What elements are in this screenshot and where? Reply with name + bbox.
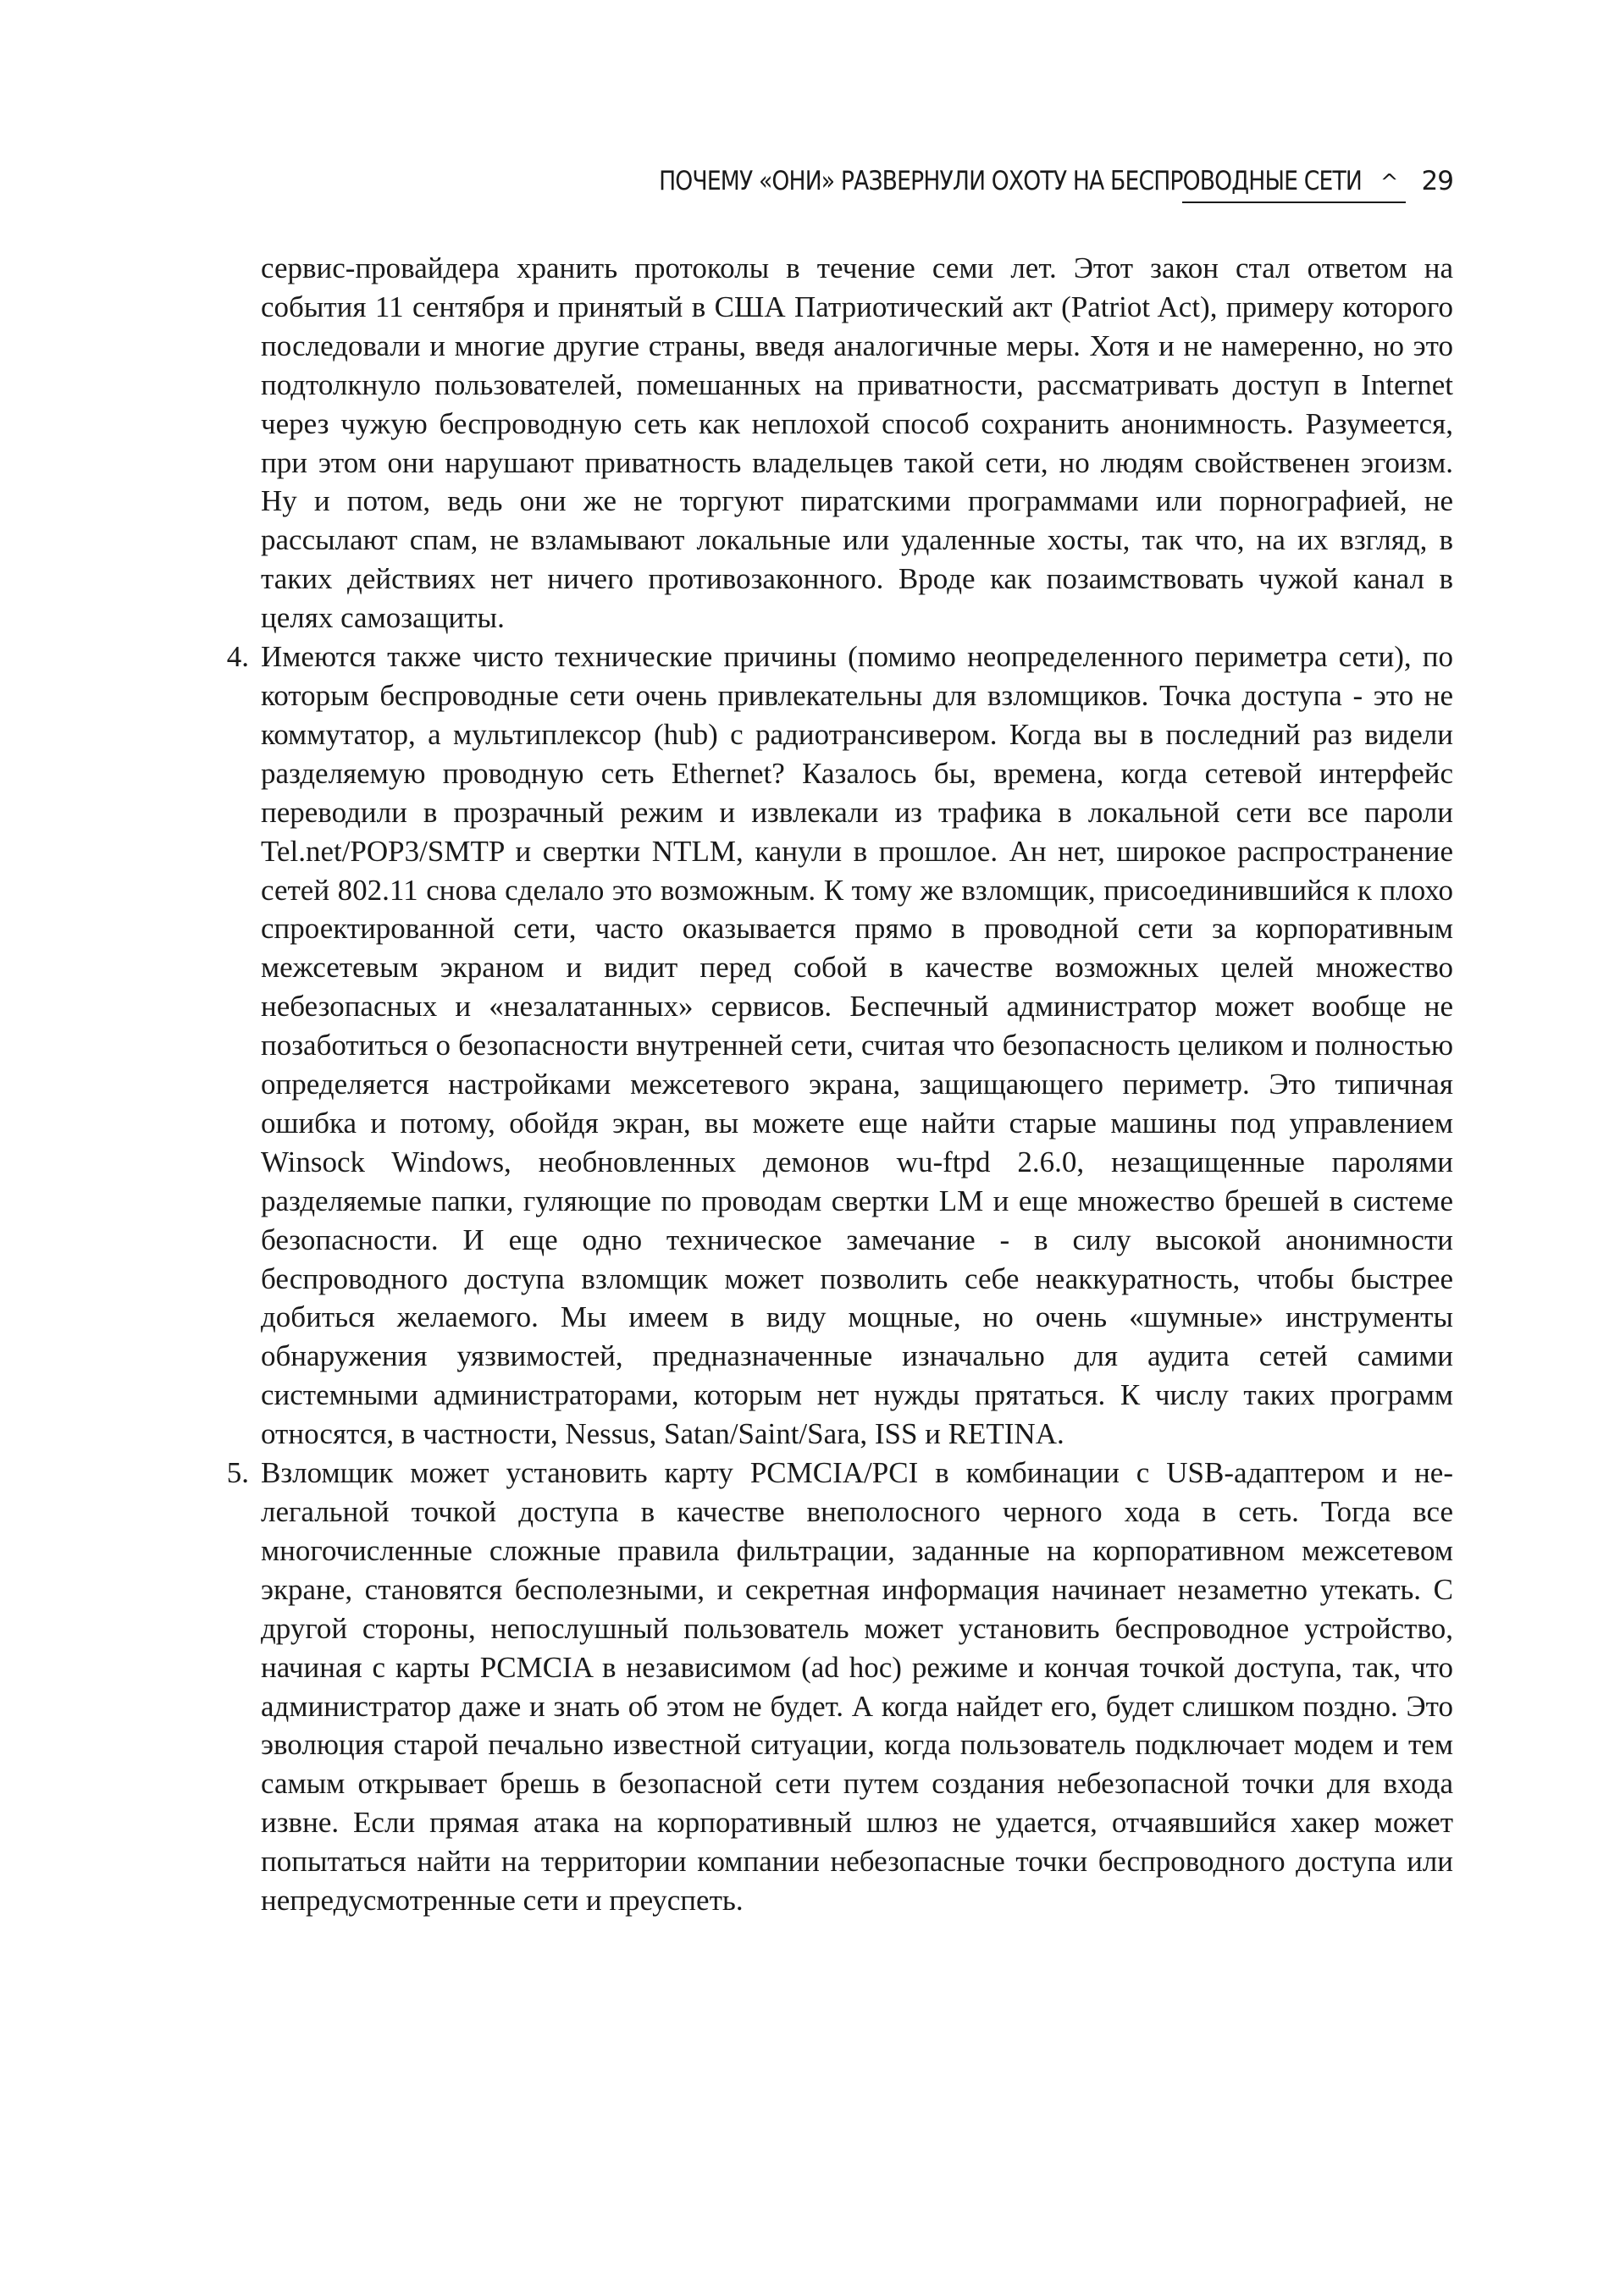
list-item-text: Взломщик может установить карту PCMCIA/PCI в комбинации с USB-адаптером и нелегальной точкой доступа в качестве внеполосного черного хода в сеть. Тогда все многочисленные сложные правила фильтрации, заданные на корпоративном межсетевом экране, становятся бесполезными, и секретная информация начинает незаметно утекать. С другой стороны, непослушный пользователь может установить беспроводное устройство, начиная с карты PCMCIA в независимом (ad hoc) режиме и кончая точкой доступа, так, что администратор даже и знать об этом не будет. А когда найдет его, будет слишком поздно. Это эволюция старой печально известной ситуации, когда пользователь подключает модем и тем самым открывает брешь в безопасной сети путем создания небезопасной точки для входа извне. Если прямая атака на корпоративный шлюз не удается, отчаявшийся хакер может попытаться найти на территории компании небезопасные точки беспроводного доступа или непредусмотренные сети и преуспеть. [261,1456,1453,1918]
body-text [226,249,1453,1920]
continuation-paragraph: сервис-провайдера хранить протоколы в течение семи лет. Этот закон стал ответом на события 11 сентября и принятый в США Патриотический акт (Patriot Act), примеру которого последовали и многие другие страны, введя аналогичные меры. Хотя и не намеренно, но это подтолкнуло пользователей, помешанных на приватности, рассматривать доступ в Internet через чужую беспроводную сеть как неплохой способ сохранить анонимность. Разумеется, при этом они нарушают приватность владельцев такой сети, но людям свойственен эгоизм. Ну и потом, ведь они же не торгуют пиратскими программами или порнографией, не рассылают спам, не взламывают локальные или удаленные хосты, так что, на их взгляд, в таких действиях нет ничего противозаконного. Вроде как позаимствовать чужой канал в целях самозащиты. [261,251,1453,635]
list-item-number: 5. [226,1456,249,1490]
header-underline [1182,201,1406,203]
chapter-title: ПОЧЕМУ «ОНИ» РАЗВЕРНУЛИ ОХОТУ НА БЕСПРОВОДНЫЕ СЕТИ [658,166,1362,196]
page-number: 29 [1421,166,1453,196]
list-item [226,1454,1453,1920]
list-item-text: Имеются также чисто технические причины (помимо неопределенного периметра сети), по которым беспроводные сети очень привлекательны для взломщиков. Точка доступа - это не коммутатор, а мультиплексор (hub) с радиотрансивером. Когда вы в последний раз видели разделяемую проводную сеть Ethernet? Казалось бы, времена, когда сетевой интерфейс переводили в прозрачный режим и извлекали из трафика в локальной сети все пароли Tel.net/POP3/SMTP и свертки NTLM, канули в прошлое. Ан нет, широкое распространение сетей 802.11 снова сделало это возможным. К тому же взломщик, присоединившийся к плохо спроектированной сети, часто оказывается прямо в проводной сети за корпоративным межсетевым экраном и видит перед собой в качестве возможных целей множество небезопасных и «незалатанных» сервисов. Беспечный администратор может вообще не позаботиться о безопасности внутренней сети, считая что безопасность целиком и полностью определяется настройками межсетевого экрана, защищающего периметр. Это типичная ошибка и потому, обойдя экран, вы можете еще найти старые машины под управлением Winsock Windows, необновленных демонов wu-ftpd 2.6.0, незащищенные паролями разделяемые папки, гуляющие по проводам свертки LM и еще множество брешей в системе безопасности. И еще одно техническое замечание - в силу высокой анонимности беспроводного доступа взломщик может позволить себе неаккуратность, чтобы быстрее добиться желаемого. Мы имеем в виду мощные, но очень «шумные» инструменты обнаружения уязвимостей, предназначенные изначально для аудита сетей самими системными администраторами, которым нет нужды прятаться. К числу таких программ относятся, в частности, Nessus, Satan/Saint/Sara, ISS и RETINA. [261,640,1453,1451]
running-header [508,166,1453,207]
list-item [226,637,1453,1454]
list-item-number: 4. [226,640,249,674]
header-mark: ^ [1380,170,1398,196]
